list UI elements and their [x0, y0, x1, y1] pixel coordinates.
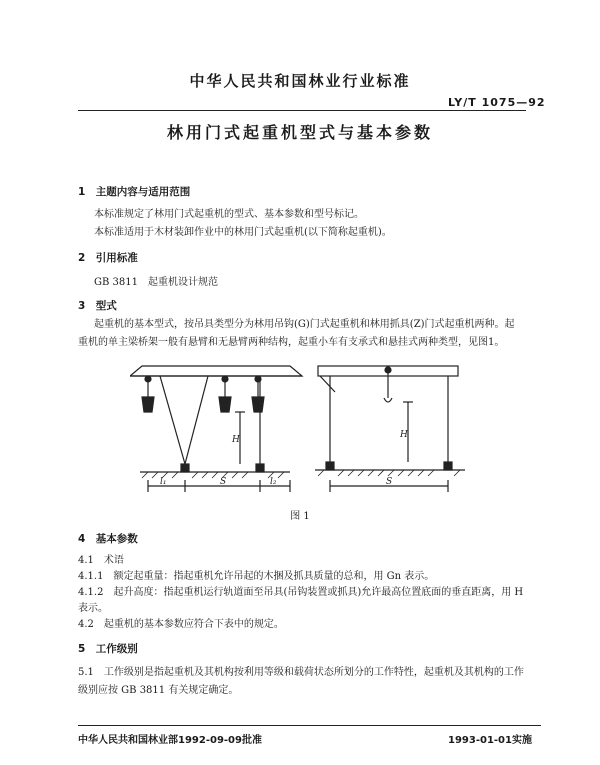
section-1-paragraph-1: 本标准规定了林用门式起重机的型式、基本参数和型号标记。: [94, 209, 364, 220]
section-5-paragraph-1: 5.1 工作级别是指起重机及其机构按利用等级和载荷状态所划分的工作特性，起重机及其机构的工作: [78, 667, 524, 678]
crane-diagram: [130, 362, 480, 502]
grab-left-icon: [142, 397, 154, 412]
hook-icon: [384, 398, 392, 402]
grab-mid-icon: [219, 397, 231, 412]
section-2-heading: 2 引用标准: [78, 252, 138, 264]
l1-label: l₁: [160, 477, 167, 487]
section-5-heading: 5 工作级别: [78, 643, 138, 655]
standard-type: 中华人民共和国林业行业标准: [189, 72, 411, 90]
mid-trolley-icon: [222, 376, 228, 382]
header-rule: [78, 110, 526, 111]
left-girder: [130, 366, 302, 376]
reference-gb3811: GB 3811 起重机设计规范: [94, 277, 218, 288]
clause-4-1-2-line-1: 4.1.2 起升高度：指起重机运行轨道面至吊具(吊钩装置或抓具)允许最高位置底面的垂直距离，用 H: [78, 587, 524, 598]
clause-4-1: 4.1 术语: [78, 555, 124, 566]
left-trolley-icon: [145, 376, 151, 382]
document-title: 林用门式起重机型式与基本参数: [166, 123, 433, 142]
section-3-paragraph-2: 重机的单主梁桥架一般有悬臂和无悬臂两种结构，起重小车有支承式和悬挂式两种类型，见图1。: [78, 337, 505, 348]
footer-rule: [78, 725, 541, 726]
right-h-label: H: [400, 430, 408, 440]
section-3-paragraph-1: 起重机的基本型式，按吊具类型分为林用吊钩(G)门式起重机和林用抓具(Z)门式起重机两种。起: [94, 319, 515, 330]
left-leg: [160, 376, 185, 464]
figure-caption: 图 1: [290, 511, 310, 522]
section-1-heading: 1 主题内容与适用范围: [78, 186, 191, 198]
left-h-label: H: [232, 435, 240, 445]
right-s-label: S: [386, 477, 393, 487]
implementation-date: 1993-01-01实施: [448, 735, 532, 746]
right-crane-trolley-icon: [385, 367, 391, 373]
standard-code: LY/T 1075—92: [448, 96, 546, 109]
approval-note: 中华人民共和国林业部1992-09-09批准: [78, 735, 262, 746]
section-4-heading: 4 基本参数: [78, 533, 138, 545]
grab-right-icon: [252, 397, 264, 412]
clause-4-1-2-line-2: 表示。: [78, 603, 108, 614]
l2-label: l₂: [270, 477, 277, 487]
left-s-label: S: [220, 477, 227, 487]
clause-4-2: 4.2 起重机的基本参数应符合下表中的规定。: [78, 619, 284, 630]
figure-1: [130, 362, 480, 502]
section-3-heading: 3 型式: [78, 300, 117, 312]
section-1-paragraph-2: 本标准适用于木材装卸作业中的林用门式起重机(以下简称起重机)。: [94, 227, 392, 238]
section-5-paragraph-2: 级别应按 GB 3811 有关规定确定。: [78, 685, 239, 696]
clause-4-1-1: 4.1.1 额定起重量：指起重机允许吊起的木捆及抓具质量的总和，用 Gn 表示。: [78, 571, 435, 582]
